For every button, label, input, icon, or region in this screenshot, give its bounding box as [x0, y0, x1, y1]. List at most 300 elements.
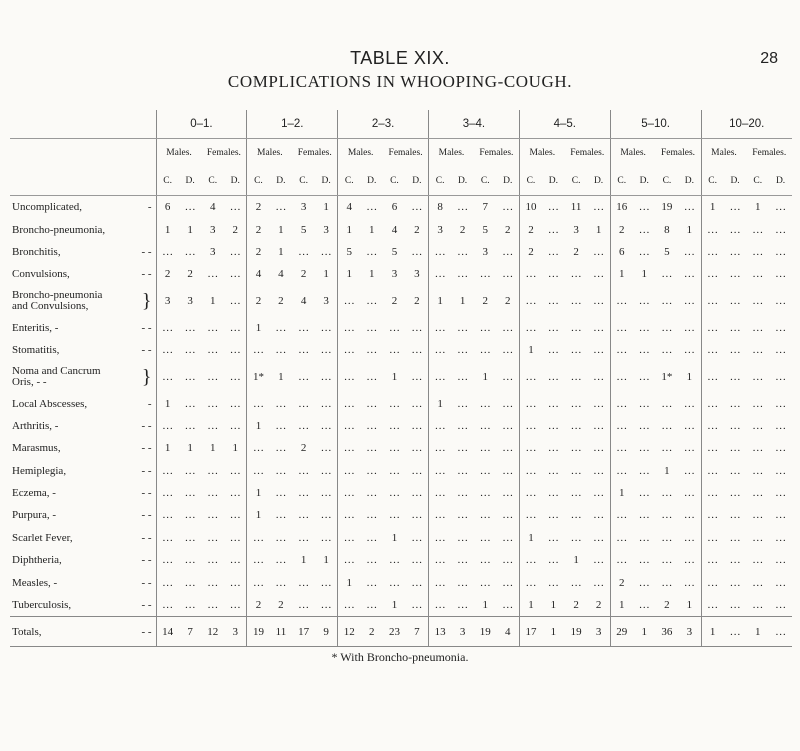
table-cell: … — [752, 576, 764, 589]
table-cell: … — [298, 599, 310, 612]
table-cell: 1 — [278, 223, 284, 236]
table-cell: … — [502, 370, 514, 383]
table-cell: 11 — [270, 617, 293, 647]
table-cell: … — [411, 487, 423, 500]
table-cell: … — [247, 527, 270, 549]
table-cell: … — [457, 554, 469, 567]
table-cell: … — [547, 295, 559, 308]
table-cell: … — [775, 245, 787, 258]
table-cell: … — [429, 594, 452, 617]
females-header: Females. — [752, 148, 787, 158]
table-cell: 1 — [755, 201, 761, 214]
males-header: Males. — [701, 139, 746, 168]
table-cell: 1 — [300, 554, 307, 567]
table-cell: 1 — [610, 482, 633, 504]
table-cell: … — [593, 464, 605, 477]
table-cell: … — [229, 245, 241, 258]
females-header: Females. — [388, 148, 423, 158]
table-cell: 8 — [664, 223, 670, 236]
table-cell: 2 — [595, 599, 602, 612]
table-cell: … — [229, 397, 241, 410]
table-cell: … — [320, 576, 332, 589]
table-cell: … — [366, 201, 378, 214]
table-cell: … — [752, 268, 764, 281]
table-cell: … — [207, 321, 219, 334]
table-cell: … — [729, 245, 741, 258]
cases-header: C. — [474, 167, 497, 196]
table-cell: … — [638, 509, 650, 522]
table-cell: 2 — [573, 599, 579, 612]
table-cell: … — [638, 245, 650, 258]
table-cell: 1 — [641, 268, 647, 281]
table-cell: 2 — [278, 599, 284, 612]
table-cell: … — [729, 419, 741, 432]
table-cell: … — [661, 321, 673, 334]
table-cell: … — [229, 599, 241, 612]
table-row — [10, 527, 792, 549]
table-cell: … — [752, 487, 764, 500]
table-cell: … — [457, 245, 469, 258]
table-cell: … — [320, 531, 332, 544]
table-cell: … — [457, 344, 469, 357]
table-cell: 6 — [610, 241, 633, 263]
table-cell: … — [638, 201, 650, 214]
table-cell: 1 — [519, 594, 542, 617]
table-cell: … — [519, 437, 542, 459]
deaths-header: D. — [724, 167, 747, 196]
table-cell: 1 — [391, 599, 398, 612]
table-cell: … — [275, 321, 287, 334]
table-cell: 1 — [391, 370, 398, 383]
table-cell: … — [320, 487, 332, 500]
table-cell: 3 — [482, 245, 489, 258]
table-cell: … — [519, 482, 542, 504]
table-cell: … — [502, 531, 514, 544]
cases-header: C. — [292, 167, 315, 196]
table-cell: … — [593, 344, 605, 357]
brace-mark: } — [141, 365, 152, 388]
table-cell: 19 — [474, 617, 497, 647]
table-cell: 2 — [247, 196, 270, 219]
row-label — [10, 594, 156, 617]
table-cell: … — [752, 442, 764, 455]
row-label — [10, 482, 156, 504]
table-cell: 1 — [686, 223, 693, 236]
table-cell: … — [207, 509, 219, 522]
table-cell: … — [457, 397, 469, 410]
table-cell: … — [411, 397, 423, 410]
table-cell: … — [247, 549, 270, 571]
deaths-header: D. — [497, 167, 520, 196]
table-cell: … — [775, 576, 787, 589]
leader-dashes: - - — [141, 576, 152, 589]
table-cell: … — [298, 245, 310, 258]
table-cell: … — [729, 442, 741, 455]
table-cell: … — [275, 442, 287, 455]
table-cell: … — [519, 317, 542, 339]
table-row — [10, 460, 792, 482]
table-cell: … — [457, 509, 469, 522]
leader-dashes: - — [147, 201, 152, 214]
table-cell: … — [247, 437, 270, 459]
table-cell: 1 — [459, 295, 466, 308]
table-cell: … — [366, 397, 378, 410]
table-cell: 1 — [247, 482, 270, 504]
table-row — [10, 286, 792, 317]
row-label-line: Noma and Cancrum — [12, 364, 101, 377]
table-cell: … — [298, 321, 310, 334]
table-cell: 7 — [406, 617, 429, 647]
table-cell: 2 — [391, 295, 398, 308]
table-cell: … — [683, 509, 695, 522]
table-cell: 1 — [338, 263, 361, 285]
table-cell: … — [570, 576, 582, 589]
table-cell: … — [547, 464, 559, 477]
table-cell: … — [570, 419, 582, 432]
table-cell: … — [638, 576, 650, 589]
table-cell: … — [775, 397, 787, 410]
table-cell: 2 — [504, 295, 511, 308]
table-cell: … — [502, 442, 514, 455]
table-cell: 1 — [278, 245, 284, 258]
table-row — [10, 196, 792, 219]
table-cell: … — [411, 344, 423, 357]
table-cell: … — [429, 415, 452, 437]
table-cell: … — [338, 549, 361, 571]
table-cell: 5 — [300, 223, 307, 236]
table-cell: … — [207, 397, 219, 410]
deaths-header: D. — [406, 167, 429, 196]
table-cell: … — [701, 339, 724, 361]
row-label-text: Eczema, - — [12, 487, 56, 500]
table-cell: 3 — [224, 617, 247, 647]
row-label-text: Tuberculosis, — [12, 599, 72, 612]
cd-header-row — [10, 167, 792, 196]
table-cell: … — [320, 509, 332, 522]
table-cell: … — [570, 321, 582, 334]
age-group-header: 4–5. — [519, 110, 610, 139]
table-cell: … — [457, 487, 469, 500]
age-group-header: 5–10. — [610, 110, 701, 139]
row-label — [10, 571, 156, 593]
table-cell: … — [683, 321, 695, 334]
table-cell: … — [298, 370, 310, 383]
leader-dashes: - - — [141, 487, 152, 500]
table-cell: … — [388, 554, 400, 567]
table-cell: 2 — [278, 295, 284, 308]
table-cell: … — [411, 576, 423, 589]
table-cell: … — [729, 397, 741, 410]
table-row — [10, 482, 792, 504]
table-cell: 2 — [247, 218, 270, 240]
females-header: Females. — [297, 148, 332, 158]
deaths-header: D. — [179, 167, 202, 196]
table-cell: … — [661, 295, 673, 308]
table-cell: … — [479, 509, 491, 522]
table-cell: … — [610, 415, 633, 437]
table-cell: 2 — [247, 241, 270, 263]
table-cell: … — [519, 392, 542, 414]
table-cell: … — [207, 531, 219, 544]
table-cell: … — [593, 295, 605, 308]
table-cell: … — [683, 487, 695, 500]
table-cell: … — [429, 361, 452, 392]
table-cell: … — [338, 392, 361, 414]
table-cell: 1 — [701, 617, 724, 647]
table-cell: … — [661, 419, 673, 432]
table-cell: … — [156, 549, 179, 571]
table-cell: … — [479, 576, 491, 589]
table-cell: … — [479, 464, 491, 477]
label-header-empty — [10, 110, 156, 139]
table-cell: … — [775, 599, 787, 612]
table-row — [10, 317, 792, 339]
label-header-empty — [10, 139, 156, 168]
table-cell: … — [275, 464, 287, 477]
leader-dashes: - - — [141, 321, 152, 334]
table-cell: … — [701, 594, 724, 617]
table-cell: 3 — [451, 617, 474, 647]
table-row — [10, 549, 792, 571]
table-cell: … — [429, 339, 452, 361]
table-cell: … — [593, 487, 605, 500]
table-cell: … — [729, 509, 741, 522]
table-cell: … — [570, 531, 582, 544]
table-cell: 4 — [497, 617, 520, 647]
deaths-header: D. — [451, 167, 474, 196]
table-cell: … — [638, 464, 650, 477]
table-row — [10, 218, 792, 240]
table-cell: … — [184, 509, 196, 522]
table-cell: … — [752, 397, 764, 410]
table-cell: … — [593, 321, 605, 334]
row-label — [10, 339, 156, 361]
table-cell: … — [229, 531, 241, 544]
table-cell: … — [683, 531, 695, 544]
table-cell: … — [729, 223, 741, 236]
table-cell: … — [479, 321, 491, 334]
table-cell: … — [207, 464, 219, 477]
table-cell: 2 — [232, 223, 238, 236]
table-cell: … — [502, 321, 514, 334]
table-cell: … — [752, 531, 764, 544]
row-label-line: Oris, - - — [12, 375, 47, 388]
table-cell: 5 — [482, 223, 489, 236]
table-cell: … — [638, 487, 650, 500]
table-cell: … — [411, 419, 423, 432]
table-cell: 3 — [323, 295, 329, 308]
table-cell: … — [366, 321, 378, 334]
table-cell: 1 — [482, 370, 489, 383]
table-cell: … — [610, 339, 633, 361]
table-cell: … — [388, 509, 400, 522]
table-cell: … — [502, 509, 514, 522]
table-cell: … — [366, 370, 378, 383]
table-cell: 1 — [610, 594, 633, 617]
footnote: * With Broncho-pneumonia. — [331, 650, 469, 664]
row-label — [10, 460, 156, 482]
males-header: Males. — [247, 139, 292, 168]
table-cell: … — [701, 415, 724, 437]
table-cell: … — [593, 442, 605, 455]
table-cell: … — [775, 509, 787, 522]
table-cell: … — [411, 245, 423, 258]
table-cell: … — [701, 482, 724, 504]
table-cell: … — [752, 554, 764, 567]
table-cell: … — [156, 504, 179, 526]
row-label-text: Enteritis, - — [12, 321, 59, 334]
table-cell: 17 — [292, 617, 315, 647]
table-cell: … — [429, 482, 452, 504]
table-cell: … — [247, 460, 270, 482]
table-cell: … — [502, 245, 514, 258]
table-cell: … — [366, 464, 378, 477]
table-cell: … — [729, 464, 741, 477]
complications-table — [10, 110, 792, 647]
table-cell: … — [247, 392, 270, 414]
table-cell: … — [638, 397, 650, 410]
table-cell: … — [229, 321, 241, 334]
table-cell: 1 — [664, 464, 670, 477]
table-cell: … — [610, 361, 633, 392]
table-cell: … — [388, 576, 400, 589]
table-cell: 23 — [383, 617, 406, 647]
table-cell: 17 — [519, 617, 542, 647]
table-cell: 1 — [573, 554, 579, 567]
table-cell: 1 — [278, 370, 284, 383]
table-cell: … — [457, 268, 469, 281]
table-cell: 36 — [656, 617, 679, 647]
table-cell: 2 — [360, 617, 383, 647]
table-cell: … — [519, 286, 542, 317]
table-cell: … — [701, 218, 724, 240]
table-cell: … — [729, 295, 741, 308]
table-cell: … — [547, 419, 559, 432]
table-cell: … — [775, 531, 787, 544]
row-label-text: Bronchitis, — [12, 245, 61, 258]
table-cell: … — [547, 321, 559, 334]
table-cell: … — [207, 576, 219, 589]
table-cell: … — [156, 571, 179, 593]
row-label — [10, 392, 156, 414]
table-cell: … — [752, 370, 764, 383]
table-row — [10, 437, 792, 459]
table-cell: … — [338, 482, 361, 504]
totals-row — [10, 617, 792, 647]
table-cell: … — [661, 487, 673, 500]
table-cell: … — [519, 415, 542, 437]
table-cell: … — [229, 344, 241, 357]
table-cell: … — [184, 245, 196, 258]
table-cell: … — [593, 509, 605, 522]
table-row — [10, 339, 792, 361]
table-cell: … — [593, 370, 605, 383]
table-cell: … — [610, 527, 633, 549]
leader-dashes: - - — [141, 509, 152, 522]
cases-header: C. — [247, 167, 270, 196]
table-cell: … — [638, 554, 650, 567]
table-cell: 12 — [338, 617, 361, 647]
table-cell: … — [275, 531, 287, 544]
table-cell: 3 — [429, 218, 452, 240]
table-cell: … — [638, 295, 650, 308]
table-cell: 4 — [210, 201, 216, 214]
label-header-empty — [10, 167, 156, 196]
table-cell: … — [457, 321, 469, 334]
table-cell: … — [729, 201, 741, 214]
table-cell: … — [683, 268, 695, 281]
table-cell: … — [570, 344, 582, 357]
table-cell: 1 — [232, 442, 238, 455]
cases-header: C. — [746, 167, 769, 196]
table-cell: … — [547, 531, 559, 544]
table-cell: … — [729, 576, 741, 589]
table-cell: … — [229, 554, 241, 567]
table-row — [10, 571, 792, 593]
deaths-header: D. — [542, 167, 565, 196]
table-cell: … — [298, 531, 310, 544]
males-header: Males. — [519, 139, 564, 168]
table-cell: … — [547, 397, 559, 410]
table-cell: … — [775, 442, 787, 455]
table-cell: … — [457, 201, 469, 214]
table-cell: 2 — [414, 295, 420, 308]
table-cell: … — [388, 487, 400, 500]
table-cell: … — [547, 245, 559, 258]
table-cell: … — [683, 464, 695, 477]
table-cell: 19 — [565, 617, 588, 647]
cases-header: C. — [701, 167, 724, 196]
row-label — [10, 263, 156, 285]
males-header: Males. — [610, 139, 655, 168]
table-cell: … — [457, 419, 469, 432]
table-cell: 1 — [247, 504, 270, 526]
table-cell: … — [388, 321, 400, 334]
table-cell: … — [502, 419, 514, 432]
leader-dashes: - - — [141, 344, 152, 357]
table-cell: … — [502, 344, 514, 357]
cases-header: C. — [156, 167, 179, 196]
table-cell: 3 — [210, 245, 216, 258]
table-cell: … — [701, 571, 724, 593]
table-cell: 4 — [338, 196, 361, 219]
table-cell: … — [156, 460, 179, 482]
age-group-header: 10–20. — [701, 110, 792, 139]
table-cell: … — [229, 268, 241, 281]
table-cell: 2 — [414, 223, 420, 236]
table-cell: … — [502, 397, 514, 410]
leader-dashes: - - — [141, 268, 152, 281]
table-cell: … — [429, 317, 452, 339]
table-cell: … — [229, 576, 241, 589]
table-cell: … — [752, 223, 764, 236]
table-cell: … — [570, 442, 582, 455]
table-cell: … — [156, 241, 179, 263]
table-cell: … — [661, 397, 673, 410]
table-cell: … — [338, 415, 361, 437]
table-cell: … — [752, 344, 764, 357]
table-cell: 1 — [338, 218, 361, 240]
table-cell: … — [411, 464, 423, 477]
table-cell: 1 — [701, 196, 724, 219]
table-cell: 1 — [210, 442, 216, 455]
table-cell: … — [411, 201, 423, 214]
females-header: Females. — [570, 148, 605, 158]
table-cell: … — [479, 554, 491, 567]
table-cell: … — [298, 509, 310, 522]
table-row — [10, 594, 792, 617]
table-cell: 2 — [519, 218, 542, 240]
